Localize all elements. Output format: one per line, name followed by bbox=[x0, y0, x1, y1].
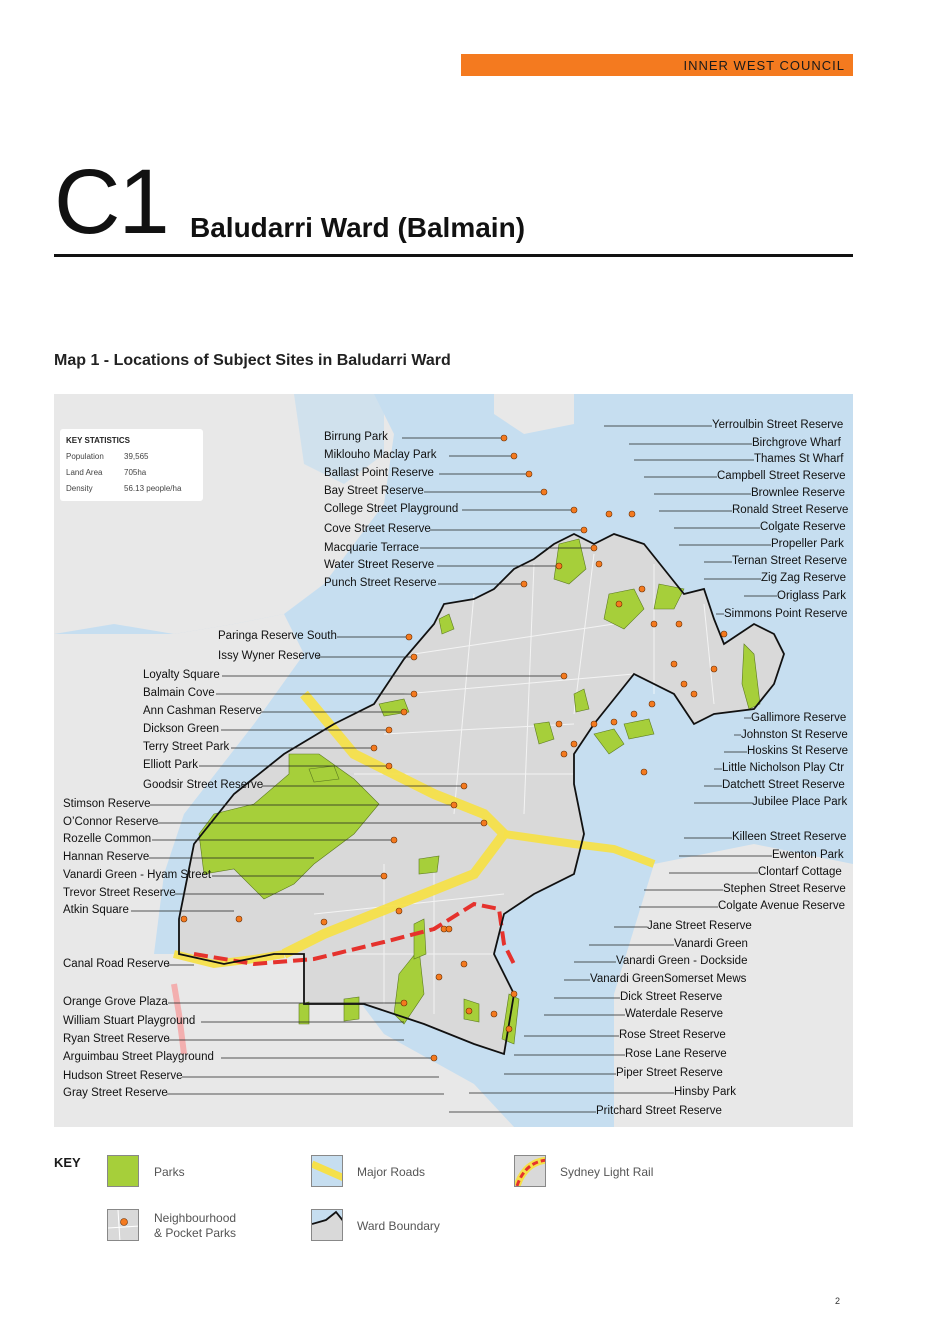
page-number: 2 bbox=[835, 1296, 841, 1306]
site-label[interactable]: William Stuart Playground bbox=[63, 1015, 196, 1027]
site-label[interactable]: Hoskins St Reserve bbox=[747, 745, 848, 757]
site-label[interactable]: Atkin Square bbox=[63, 904, 129, 916]
stat-label: Population bbox=[66, 452, 104, 461]
site-label[interactable]: Brownlee Reserve bbox=[751, 487, 845, 499]
site-label[interactable]: Rozelle Common bbox=[63, 833, 152, 845]
site-label[interactable]: Vanardi Green bbox=[674, 938, 748, 950]
site-label[interactable]: Campbell Street Reserve bbox=[717, 470, 846, 482]
stat-label: Land Area bbox=[66, 468, 103, 477]
site-label[interactable]: Birchgrove Wharf bbox=[752, 437, 841, 449]
site-label[interactable]: Hinsby Park bbox=[674, 1086, 736, 1098]
stat-density bbox=[66, 484, 182, 493]
site-label[interactable]: Vanardi Green - Dockside bbox=[616, 955, 748, 967]
ward-title: Baludarri Ward (Balmain) bbox=[190, 212, 526, 243]
pocket-parks-swatch bbox=[107, 1209, 139, 1241]
site-label[interactable]: Issy Wyner Reserve bbox=[218, 650, 321, 662]
site-label[interactable]: Waterdale Reserve bbox=[625, 1008, 724, 1020]
parks-swatch bbox=[107, 1155, 139, 1187]
stat-value: 705ha bbox=[124, 468, 147, 477]
council-header-bar bbox=[461, 54, 853, 76]
site-label[interactable]: Elliott Park bbox=[143, 759, 198, 771]
site-label[interactable]: Ronald Street Reserve bbox=[732, 504, 849, 516]
stat-value: 39,565 bbox=[124, 452, 149, 461]
site-label[interactable]: Ryan Street Reserve bbox=[63, 1033, 170, 1045]
site-label[interactable]: Rose Lane Reserve bbox=[625, 1048, 727, 1060]
site-label[interactable]: Little Nicholson Play Ctr bbox=[722, 762, 845, 774]
major-roads-swatch bbox=[311, 1155, 343, 1187]
site-label[interactable]: Datchett Street Reserve bbox=[722, 779, 845, 791]
site-label[interactable]: Johnston St Reserve bbox=[741, 729, 848, 741]
stat-population bbox=[66, 452, 149, 461]
site-label[interactable]: Miklouho Maclay Park bbox=[324, 449, 437, 461]
light-rail-swatch bbox=[514, 1155, 546, 1187]
map-title: Map 1 - Locations of Subject Sites in Baludarri Ward bbox=[54, 352, 451, 369]
site-label[interactable]: Killeen Street Reserve bbox=[732, 831, 847, 843]
site-label[interactable]: College Street Playground bbox=[324, 503, 459, 515]
site-label[interactable]: Dick Street Reserve bbox=[620, 991, 723, 1003]
site-label[interactable]: Pritchard Street Reserve bbox=[596, 1105, 722, 1117]
site-label[interactable]: Vanardi Green - Hyam Street bbox=[63, 869, 212, 881]
key-label: Sydney Light Rail bbox=[560, 1165, 654, 1179]
site-label[interactable]: Canal Road Reserve bbox=[63, 958, 170, 970]
site-label[interactable]: Gallimore Reserve bbox=[751, 712, 847, 724]
site-label[interactable]: Stimson Reserve bbox=[63, 798, 151, 810]
site-label[interactable]: Stephen Street Reserve bbox=[723, 883, 846, 895]
site-label[interactable]: Zig Zag Reserve bbox=[761, 572, 847, 584]
key-label: Neighbourhood & Pocket Parks bbox=[154, 1211, 237, 1240]
site-label[interactable]: Ternan Street Reserve bbox=[732, 555, 848, 567]
stat-label: Density bbox=[66, 484, 93, 493]
site-label[interactable]: Cove Street Reserve bbox=[324, 523, 431, 535]
site-label[interactable]: Birrung Park bbox=[324, 431, 388, 443]
site-label[interactable]: Macquarie Terrace bbox=[324, 542, 420, 554]
site-label[interactable]: Dickson Green bbox=[143, 723, 220, 735]
site-label[interactable]: Clontarf Cottage bbox=[758, 866, 842, 878]
key-label: Parks bbox=[154, 1165, 185, 1179]
site-label[interactable]: Ann Cashman Reserve bbox=[143, 705, 262, 717]
stat-value: 56.13 people/ha bbox=[124, 484, 182, 493]
site-label[interactable]: Loyalty Square bbox=[143, 669, 220, 681]
site-label[interactable]: Colgate Reserve bbox=[760, 521, 846, 533]
stat-land-area bbox=[66, 468, 147, 477]
key-statistics-title: KEY STATISTICS bbox=[66, 436, 131, 445]
section-code: C1 bbox=[54, 151, 168, 253]
ward-map[interactable] bbox=[54, 394, 853, 1127]
site-label[interactable]: Jubilee Place Park bbox=[752, 796, 848, 808]
council-name: INNER WEST COUNCIL bbox=[683, 58, 845, 73]
title-rule bbox=[54, 254, 853, 257]
site-label[interactable]: Arguimbau Street Playground bbox=[63, 1051, 214, 1063]
site-label[interactable]: Propeller Park bbox=[771, 538, 844, 550]
site-label[interactable]: Rose Street Reserve bbox=[619, 1029, 726, 1041]
site-label[interactable]: Origlass Park bbox=[777, 590, 847, 602]
site-label[interactable]: Ewenton Park bbox=[772, 849, 844, 861]
site-label[interactable]: Punch Street Reserve bbox=[324, 577, 437, 589]
site-label[interactable]: Orange Grove Plaza bbox=[63, 996, 168, 1008]
site-label[interactable]: O’Connor Reserve bbox=[63, 816, 159, 828]
key-statistics-panel bbox=[60, 429, 203, 501]
site-label[interactable]: Bay Street Reserve bbox=[324, 485, 424, 497]
site-label[interactable]: Terry Street Park bbox=[143, 741, 230, 753]
site-label[interactable]: Balmain Cove bbox=[143, 687, 215, 699]
site-label[interactable]: Ballast Point Reserve bbox=[324, 467, 434, 479]
site-label[interactable]: Vanardi GreenSomerset Mews bbox=[590, 973, 747, 985]
site-label[interactable]: Yerroulbin Street Reserve bbox=[712, 419, 844, 431]
site-label[interactable]: Trevor Street Reserve bbox=[63, 887, 176, 899]
site-label[interactable]: Goodsir Street Reserve bbox=[143, 779, 264, 791]
site-label[interactable]: Paringa Reserve South bbox=[218, 630, 337, 642]
site-label[interactable]: Jane Street Reserve bbox=[647, 920, 752, 932]
site-label[interactable]: Water Street Reserve bbox=[324, 559, 435, 571]
key-label: Major Roads bbox=[357, 1165, 426, 1179]
site-label[interactable]: Piper Street Reserve bbox=[616, 1067, 723, 1079]
site-label[interactable]: Hudson Street Reserve bbox=[63, 1070, 183, 1082]
key-label: Ward Boundary bbox=[357, 1219, 440, 1233]
ward-boundary-swatch bbox=[311, 1209, 343, 1241]
key-title: KEY bbox=[54, 1155, 81, 1170]
site-label[interactable]: Gray Street Reserve bbox=[63, 1087, 168, 1099]
site-label[interactable]: Hannan Reserve bbox=[63, 851, 150, 863]
site-label[interactable]: Simmons Point Reserve bbox=[724, 608, 848, 620]
site-label[interactable]: Colgate Avenue Reserve bbox=[718, 900, 846, 912]
site-label[interactable]: Thames St Wharf bbox=[754, 453, 844, 465]
